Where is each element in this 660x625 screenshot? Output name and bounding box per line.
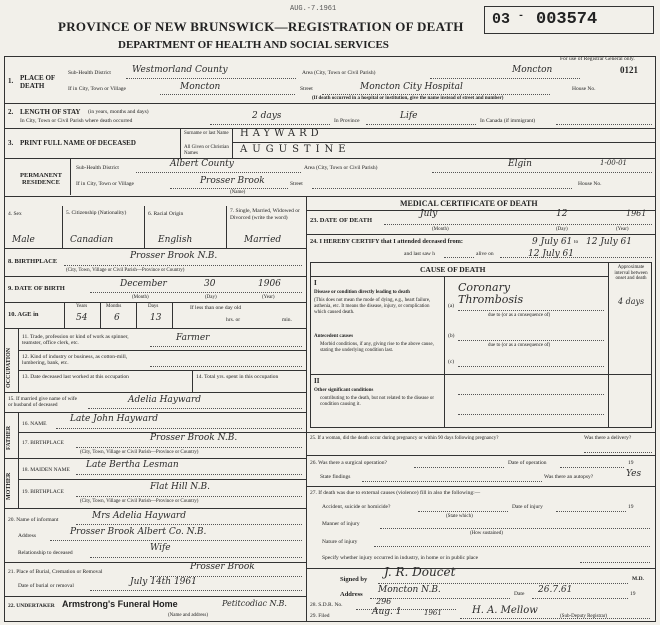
occupation-side-label: OCCUPATION (6, 347, 12, 388)
undertaker-address: Petitcodiac N.B. (222, 599, 287, 608)
informant-relationship: Wife (150, 543, 171, 553)
marital-status-value: Married (244, 235, 282, 245)
sex-value: Male (12, 235, 35, 245)
death-area: Moncton (512, 65, 553, 75)
place-of-death-label: PLACE OF DEATH (20, 74, 55, 91)
dob-year: 1906 (258, 279, 281, 289)
medical-certificate-title: MEDICAL CERTIFICATE OF DEATH (400, 199, 538, 208)
burial-date: July 14th 1961 (130, 577, 197, 587)
citizenship-value: Canadian (70, 235, 114, 245)
dob-month: December (120, 279, 167, 289)
birthplace-value: Prosser Brook N.B. (130, 251, 218, 261)
date-of-death-year: 1961 (626, 209, 647, 218)
racial-origin-value: English (158, 235, 193, 245)
trade-value: Farmer (176, 333, 210, 343)
registration-number: 003574 (536, 10, 598, 29)
filed-date: Aug. 1 (372, 607, 402, 617)
length-of-stay-province: Life (400, 111, 418, 121)
received-date-stamp: AUG.-7.1961 (290, 5, 337, 13)
age-days: 13 (150, 313, 162, 323)
attended-from: 9 July 61 (532, 237, 573, 247)
filed-year: 1961 (424, 609, 442, 617)
residence-city: Prosser Brook (200, 176, 265, 186)
attended-to: 12 July 61 (586, 237, 632, 247)
last-seen-alive-date: 12 July 61 (528, 249, 574, 259)
autopsy-value: Yes (626, 469, 642, 479)
dob-day: 30 (204, 279, 216, 289)
length-of-stay-city: 2 days (252, 111, 282, 121)
father-birthplace: Prosser Brook N.B. (150, 433, 238, 443)
burial-place: Prosser Brook (190, 562, 255, 572)
signature-date: 26.7.61 (538, 585, 573, 595)
father-side-label: FATHER (6, 425, 12, 450)
physician-signature: J. R. Doucet (384, 565, 456, 579)
full-name-label: PRINT FULL NAME OF DECEASED (20, 139, 136, 147)
sdr-number: 296 (376, 597, 392, 606)
father-name: Late John Hayward (70, 414, 159, 424)
date-of-death-day: 12 (556, 209, 568, 219)
date-of-death-month: July (420, 209, 438, 219)
registrar-signature: H. A. Mellow (472, 605, 538, 616)
registrar-use-note: For use of Registrar General only. (560, 56, 635, 62)
given-names-value: AUGUSTINE (240, 144, 351, 155)
mother-maiden-name: Late Bertha Lesman (86, 460, 179, 470)
residence-code: 1-00-01 (600, 159, 627, 167)
death-city: Moncton (180, 82, 221, 92)
cause-a-value: Coronary Thrombosis (458, 281, 524, 307)
registration-prefix: 03 (492, 11, 511, 28)
death-sub-health-district: Westmorland County (132, 65, 228, 75)
informant-address: Prosser Brook Albert Co. N.B. (70, 527, 207, 537)
cause-a-interval: 4 days (618, 297, 645, 306)
age-months: 6 (114, 313, 120, 323)
registrar-code: 0121 (620, 65, 638, 75)
mother-birthplace: Flat Hill N.B. (150, 482, 210, 492)
province-title: PROVINCE OF NEW BRUNSWICK—REGISTRATION OF DEATH (58, 19, 464, 34)
length-of-stay-label: LENGTH OF STAY (20, 108, 81, 116)
physician-address: Moncton N.B. (378, 585, 441, 595)
spouse-name: Adelia Hayward (128, 395, 202, 405)
residence-area: Elgin (508, 159, 532, 169)
informant-name: Mrs Adelia Hayward (92, 511, 186, 521)
department-title: DEPARTMENT OF HEALTH AND SOCIAL SERVICES (118, 39, 389, 51)
residence-sub-health-district: Albert County (170, 159, 234, 169)
cause-of-death-title: CAUSE OF DEATH (420, 265, 486, 274)
permanent-residence-label: PERMANENT RESIDENCE (20, 172, 62, 187)
undertaker-name: Armstrong's Funeral Home (62, 599, 178, 609)
age-years: 54 (76, 313, 88, 323)
mother-side-label: MOTHER (6, 472, 12, 500)
death-street: Moncton City Hospital (360, 82, 463, 92)
surname-value: HAYWARD (240, 128, 323, 139)
